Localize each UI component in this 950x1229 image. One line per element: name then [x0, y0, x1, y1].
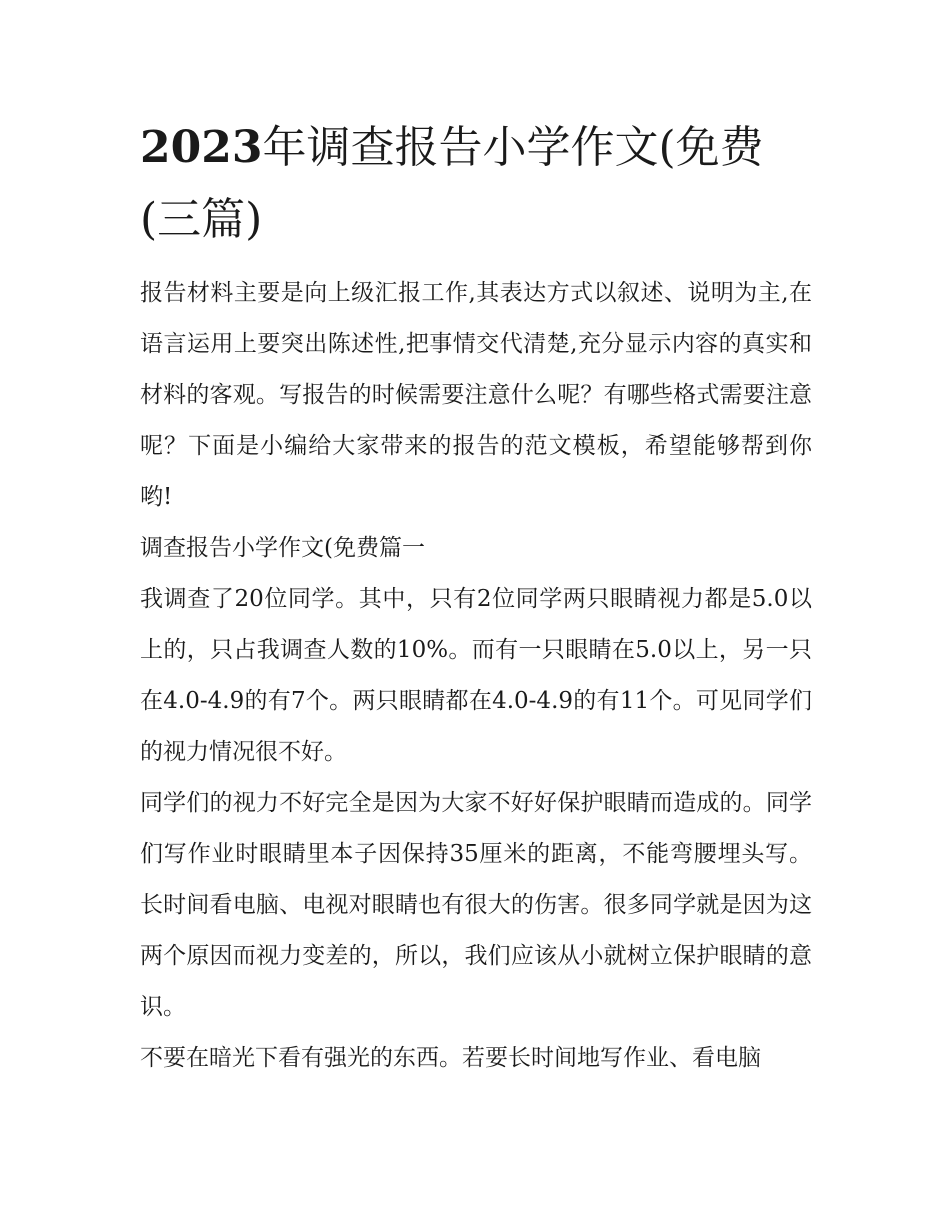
body-paragraph: 我调查了20位同学。其中，只有2位同学两只眼睛视力都是5.0以上的，只占我调查人数的10%。而有一只眼睛在5.0以上，另一只在4.0-4.9的有7个。两只眼睛都在4.0-4.9的有11个。可见同学们的视力情况很不好。 [140, 586, 812, 765]
title-text: 年调查报告小学作文(免费(三篇) [140, 122, 764, 245]
body-paragraph: 同学们的视力不好完全是因为大家不好好保护眼睛而造成的。同学们写作业时眼睛里本子因保持35厘米的距离，不能弯腰埋头写。长时间看电脑、电视对眼睛也有很大的伤害。很多同学就是因为这两个原因而视力变差的，所以，我们应该从小就树立保护眼睛的意识。 [140, 790, 812, 1020]
title-year: 2023 [140, 122, 263, 173]
document-title [140, 112, 812, 256]
section-heading: 调查报告小学作文(免费篇一 [140, 535, 425, 561]
intro-paragraph: 报告材料主要是向上级汇报工作,其表达方式以叙述、说明为主,在语言运用上要突出陈述性,把事情交代清楚,充分显示内容的真实和材料的客观。写报告的时候需要注意什么呢？有哪些格式需要注意呢？下面是小编给大家带来的报告的范文模板，希望能够帮到你哟! [140, 280, 812, 510]
document-body [140, 112, 812, 1084]
body-paragraph: 不要在暗光下看有强光的东西。若要长时间地写作业、看电脑 [140, 1045, 761, 1071]
